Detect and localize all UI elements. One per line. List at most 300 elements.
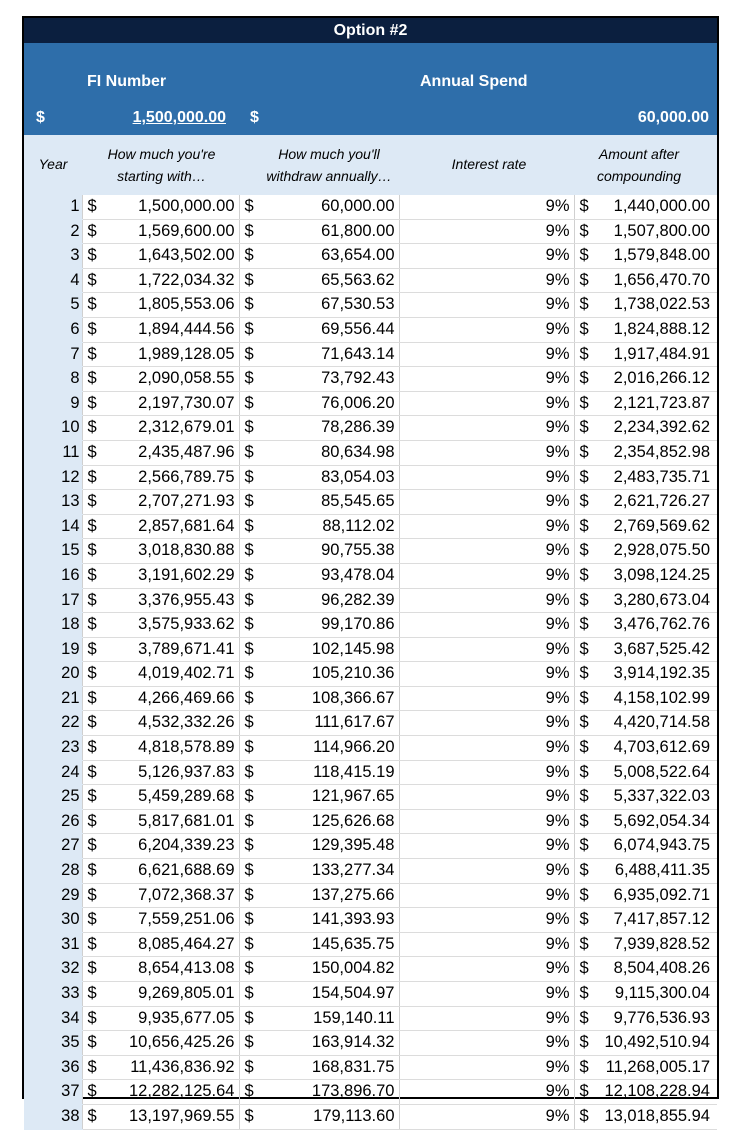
compounded-amount-cell[interactable]: 2,121,723.87 [596, 391, 717, 416]
starting-amount-cell[interactable]: 1,643,502.00 [104, 244, 239, 269]
starting-amount-cell[interactable]: 3,018,830.88 [104, 539, 239, 564]
interest-rate-cell[interactable]: 9% [399, 539, 574, 564]
compounded-amount-cell[interactable]: 3,098,124.25 [596, 563, 717, 588]
currency-symbol[interactable]: $ [574, 982, 596, 1007]
withdraw-amount-cell[interactable]: 83,054.03 [261, 465, 399, 490]
interest-rate-cell[interactable]: 9% [399, 1104, 574, 1129]
interest-rate-cell[interactable]: 9% [399, 760, 574, 785]
withdraw-amount-cell[interactable]: 141,393.93 [261, 908, 399, 933]
starting-amount-cell[interactable]: 2,707,271.93 [104, 490, 239, 515]
year-cell[interactable]: 16 [24, 563, 82, 588]
withdraw-amount-cell[interactable]: 137,275.66 [261, 883, 399, 908]
currency-symbol[interactable]: $ [574, 342, 596, 367]
currency-symbol[interactable]: $ [82, 1031, 104, 1056]
withdraw-amount-cell[interactable]: 105,210.36 [261, 662, 399, 687]
interest-rate-cell[interactable]: 9% [399, 195, 574, 219]
interest-rate-cell[interactable]: 9% [399, 588, 574, 613]
currency-symbol[interactable]: $ [82, 588, 104, 613]
currency-symbol[interactable]: $ [82, 416, 104, 441]
currency-symbol[interactable]: $ [82, 514, 104, 539]
currency-symbol[interactable]: $ [574, 613, 596, 638]
currency-symbol[interactable]: $ [574, 1031, 596, 1056]
withdraw-amount-cell[interactable]: 125,626.68 [261, 809, 399, 834]
currency-symbol[interactable]: $ [239, 588, 261, 613]
withdraw-amount-cell[interactable]: 102,145.98 [261, 637, 399, 662]
withdraw-amount-cell[interactable]: 80,634.98 [261, 440, 399, 465]
currency-symbol[interactable]: $ [574, 391, 596, 416]
withdraw-amount-cell[interactable]: 73,792.43 [261, 367, 399, 392]
compounded-amount-cell[interactable]: 3,687,525.42 [596, 637, 717, 662]
currency-symbol[interactable]: $ [574, 809, 596, 834]
currency-symbol[interactable]: $ [82, 293, 104, 318]
currency-symbol[interactable]: $ [574, 932, 596, 957]
currency-symbol[interactable]: $ [239, 908, 261, 933]
year-cell[interactable]: 15 [24, 539, 82, 564]
currency-symbol[interactable]: $ [239, 391, 261, 416]
currency-symbol[interactable]: $ [574, 711, 596, 736]
currency-symbol[interactable]: $ [82, 957, 104, 982]
starting-amount-cell[interactable]: 10,656,425.26 [104, 1031, 239, 1056]
starting-amount-cell[interactable]: 2,090,058.55 [104, 367, 239, 392]
starting-amount-cell[interactable]: 9,935,677.05 [104, 1006, 239, 1031]
year-cell[interactable]: 4 [24, 268, 82, 293]
currency-symbol[interactable]: $ [239, 416, 261, 441]
withdraw-amount-cell[interactable]: 67,530.53 [261, 293, 399, 318]
year-cell[interactable]: 18 [24, 613, 82, 638]
currency-symbol[interactable]: $ [574, 465, 596, 490]
compounded-amount-cell[interactable]: 3,914,192.35 [596, 662, 717, 687]
starting-amount-cell[interactable]: 6,621,688.69 [104, 859, 239, 884]
withdraw-amount-cell[interactable]: 63,654.00 [261, 244, 399, 269]
currency-symbol[interactable]: $ [82, 1080, 104, 1105]
currency-symbol[interactable]: $ [239, 711, 261, 736]
currency-symbol[interactable]: $ [82, 1104, 104, 1129]
currency-symbol[interactable]: $ [574, 1006, 596, 1031]
withdraw-amount-cell[interactable]: 93,478.04 [261, 563, 399, 588]
interest-rate-cell[interactable]: 9% [399, 982, 574, 1007]
withdraw-amount-cell[interactable]: 60,000.00 [261, 195, 399, 219]
currency-symbol[interactable]: $ [82, 219, 104, 244]
compounded-amount-cell[interactable]: 9,115,300.04 [596, 982, 717, 1007]
currency-symbol[interactable]: $ [82, 465, 104, 490]
currency-symbol[interactable]: $ [82, 195, 104, 219]
currency-symbol[interactable]: $ [239, 859, 261, 884]
interest-rate-cell[interactable]: 9% [399, 391, 574, 416]
starting-amount-cell[interactable]: 3,191,602.29 [104, 563, 239, 588]
compounded-amount-cell[interactable]: 2,928,075.50 [596, 539, 717, 564]
withdraw-amount-cell[interactable]: 173,896.70 [261, 1080, 399, 1105]
currency-symbol[interactable]: $ [574, 785, 596, 810]
year-cell[interactable]: 5 [24, 293, 82, 318]
currency-symbol[interactable]: $ [574, 883, 596, 908]
starting-amount-cell[interactable]: 1,989,128.05 [104, 342, 239, 367]
currency-symbol[interactable]: $ [239, 1104, 261, 1129]
withdraw-amount-cell[interactable]: 168,831.75 [261, 1055, 399, 1080]
currency-symbol[interactable]: $ [239, 613, 261, 638]
year-cell[interactable]: 7 [24, 342, 82, 367]
currency-symbol[interactable]: $ [82, 662, 104, 687]
currency-symbol[interactable]: $ [239, 637, 261, 662]
currency-symbol[interactable]: $ [574, 244, 596, 269]
currency-symbol[interactable]: $ [574, 588, 596, 613]
starting-amount-cell[interactable]: 5,126,937.83 [104, 760, 239, 785]
currency-symbol[interactable]: $ [574, 268, 596, 293]
currency-symbol[interactable]: $ [574, 195, 596, 219]
starting-amount-cell[interactable]: 1,805,553.06 [104, 293, 239, 318]
starting-amount-cell[interactable]: 2,435,487.96 [104, 440, 239, 465]
year-cell[interactable]: 12 [24, 465, 82, 490]
currency-symbol[interactable]: $ [239, 539, 261, 564]
starting-amount-cell[interactable]: 7,072,368.37 [104, 883, 239, 908]
starting-amount-cell[interactable]: 4,532,332.26 [104, 711, 239, 736]
starting-amount-cell[interactable]: 5,817,681.01 [104, 809, 239, 834]
withdraw-amount-cell[interactable]: 145,635.75 [261, 932, 399, 957]
year-cell[interactable]: 14 [24, 514, 82, 539]
withdraw-amount-cell[interactable]: 90,755.38 [261, 539, 399, 564]
interest-rate-cell[interactable]: 9% [399, 490, 574, 515]
currency-symbol[interactable]: $ [574, 957, 596, 982]
currency-symbol[interactable]: $ [239, 293, 261, 318]
year-cell[interactable]: 28 [24, 859, 82, 884]
starting-amount-cell[interactable]: 9,269,805.01 [104, 982, 239, 1007]
annual-spend-value[interactable]: 60,000.00 [637, 109, 709, 126]
compounded-amount-cell[interactable]: 5,008,522.64 [596, 760, 717, 785]
compounded-amount-cell[interactable]: 1,917,484.91 [596, 342, 717, 367]
year-cell[interactable]: 11 [24, 440, 82, 465]
interest-rate-cell[interactable]: 9% [399, 809, 574, 834]
currency-symbol[interactable]: $ [82, 711, 104, 736]
starting-amount-cell[interactable]: 1,894,444.56 [104, 317, 239, 342]
interest-rate-cell[interactable]: 9% [399, 883, 574, 908]
starting-amount-cell[interactable]: 8,085,464.27 [104, 932, 239, 957]
compounded-amount-cell[interactable]: 1,656,470.70 [596, 268, 717, 293]
interest-rate-cell[interactable]: 9% [399, 613, 574, 638]
withdraw-amount-cell[interactable]: 96,282.39 [261, 588, 399, 613]
interest-rate-cell[interactable]: 9% [399, 1031, 574, 1056]
compounded-amount-cell[interactable]: 9,776,536.93 [596, 1006, 717, 1031]
year-cell[interactable]: 6 [24, 317, 82, 342]
currency-symbol[interactable]: $ [82, 563, 104, 588]
year-cell[interactable]: 21 [24, 686, 82, 711]
currency-symbol[interactable]: $ [82, 391, 104, 416]
currency-symbol[interactable]: $ [239, 440, 261, 465]
year-cell[interactable]: 22 [24, 711, 82, 736]
currency-symbol[interactable]: $ [239, 195, 261, 219]
interest-rate-cell[interactable]: 9% [399, 662, 574, 687]
currency-symbol[interactable]: $ [82, 1055, 104, 1080]
currency-symbol[interactable]: $ [239, 809, 261, 834]
currency-symbol[interactable]: $ [239, 1080, 261, 1105]
currency-symbol[interactable]: $ [574, 686, 596, 711]
currency-symbol[interactable]: $ [574, 1080, 596, 1105]
currency-symbol[interactable]: $ [574, 490, 596, 515]
year-cell[interactable]: 13 [24, 490, 82, 515]
year-cell[interactable]: 29 [24, 883, 82, 908]
currency-symbol[interactable]: $ [82, 908, 104, 933]
currency-symbol[interactable]: $ [574, 908, 596, 933]
year-cell[interactable]: 3 [24, 244, 82, 269]
interest-rate-cell[interactable]: 9% [399, 342, 574, 367]
currency-symbol[interactable]: $ [82, 932, 104, 957]
currency-symbol[interactable]: $ [82, 317, 104, 342]
currency-symbol[interactable]: $ [239, 785, 261, 810]
interest-rate-cell[interactable]: 9% [399, 834, 574, 859]
starting-amount-cell[interactable]: 13,197,969.55 [104, 1104, 239, 1129]
interest-rate-cell[interactable]: 9% [399, 1080, 574, 1105]
currency-symbol[interactable]: $ [239, 982, 261, 1007]
starting-amount-cell[interactable]: 3,789,671.41 [104, 637, 239, 662]
interest-rate-cell[interactable]: 9% [399, 514, 574, 539]
interest-rate-cell[interactable]: 9% [399, 465, 574, 490]
currency-symbol[interactable]: $ [574, 736, 596, 761]
compounded-amount-cell[interactable]: 4,420,714.58 [596, 711, 717, 736]
year-cell[interactable]: 24 [24, 760, 82, 785]
compounded-amount-cell[interactable]: 3,476,762.76 [596, 613, 717, 638]
fi-number-value[interactable]: 1,500,000.00 [132, 109, 226, 126]
currency-symbol[interactable]: $ [239, 1031, 261, 1056]
compounded-amount-cell[interactable]: 1,507,800.00 [596, 219, 717, 244]
compounded-amount-cell[interactable]: 4,703,612.69 [596, 736, 717, 761]
compounded-amount-cell[interactable]: 2,234,392.62 [596, 416, 717, 441]
starting-amount-cell[interactable]: 2,857,681.64 [104, 514, 239, 539]
compounded-amount-cell[interactable]: 2,483,735.71 [596, 465, 717, 490]
currency-symbol[interactable]: $ [239, 686, 261, 711]
interest-rate-cell[interactable]: 9% [399, 268, 574, 293]
year-cell[interactable]: 17 [24, 588, 82, 613]
compounded-amount-cell[interactable]: 13,018,855.94 [596, 1104, 717, 1129]
withdraw-amount-cell[interactable]: 154,504.97 [261, 982, 399, 1007]
compounded-amount-cell[interactable]: 1,579,848.00 [596, 244, 717, 269]
currency-symbol[interactable]: $ [574, 367, 596, 392]
withdraw-amount-cell[interactable]: 61,800.00 [261, 219, 399, 244]
currency-symbol[interactable]: $ [82, 440, 104, 465]
starting-amount-cell[interactable]: 2,197,730.07 [104, 391, 239, 416]
starting-amount-cell[interactable]: 4,818,578.89 [104, 736, 239, 761]
currency-symbol[interactable]: $ [239, 367, 261, 392]
currency-symbol[interactable]: $ [239, 834, 261, 859]
currency-symbol[interactable]: $ [239, 244, 261, 269]
withdraw-amount-cell[interactable]: 133,277.34 [261, 859, 399, 884]
starting-amount-cell[interactable]: 3,575,933.62 [104, 613, 239, 638]
year-cell[interactable]: 10 [24, 416, 82, 441]
currency-symbol[interactable]: $ [574, 440, 596, 465]
year-cell[interactable]: 25 [24, 785, 82, 810]
year-cell[interactable]: 9 [24, 391, 82, 416]
currency-symbol[interactable]: $ [239, 563, 261, 588]
year-cell[interactable]: 30 [24, 908, 82, 933]
compounded-amount-cell[interactable]: 1,824,888.12 [596, 317, 717, 342]
currency-symbol[interactable]: $ [239, 490, 261, 515]
interest-rate-cell[interactable]: 9% [399, 785, 574, 810]
currency-symbol[interactable]: $ [239, 342, 261, 367]
withdraw-amount-cell[interactable]: 76,006.20 [261, 391, 399, 416]
year-cell[interactable]: 36 [24, 1055, 82, 1080]
currency-symbol[interactable]: $ [239, 1006, 261, 1031]
withdraw-amount-cell[interactable]: 121,967.65 [261, 785, 399, 810]
starting-amount-cell[interactable]: 8,654,413.08 [104, 957, 239, 982]
year-cell[interactable]: 2 [24, 219, 82, 244]
starting-amount-cell[interactable]: 4,266,469.66 [104, 686, 239, 711]
compounded-amount-cell[interactable]: 7,417,857.12 [596, 908, 717, 933]
currency-symbol[interactable]: $ [239, 883, 261, 908]
starting-amount-cell[interactable]: 1,500,000.00 [104, 195, 239, 219]
interest-rate-cell[interactable]: 9% [399, 908, 574, 933]
withdraw-amount-cell[interactable]: 163,914.32 [261, 1031, 399, 1056]
currency-symbol[interactable]: $ [82, 834, 104, 859]
starting-amount-cell[interactable]: 4,019,402.71 [104, 662, 239, 687]
currency-symbol[interactable]: $ [574, 1104, 596, 1129]
starting-amount-cell[interactable]: 1,569,600.00 [104, 219, 239, 244]
currency-symbol[interactable]: $ [82, 736, 104, 761]
starting-amount-cell[interactable]: 12,282,125.64 [104, 1080, 239, 1105]
withdraw-amount-cell[interactable]: 111,617.67 [261, 711, 399, 736]
interest-rate-cell[interactable]: 9% [399, 736, 574, 761]
interest-rate-cell[interactable]: 9% [399, 686, 574, 711]
currency-symbol[interactable]: $ [574, 514, 596, 539]
year-cell[interactable]: 1 [24, 195, 82, 219]
currency-symbol[interactable]: $ [239, 317, 261, 342]
year-cell[interactable]: 20 [24, 662, 82, 687]
currency-symbol[interactable]: $ [239, 957, 261, 982]
currency-symbol[interactable]: $ [82, 268, 104, 293]
year-cell[interactable]: 35 [24, 1031, 82, 1056]
starting-amount-cell[interactable]: 11,436,836.92 [104, 1055, 239, 1080]
interest-rate-cell[interactable]: 9% [399, 637, 574, 662]
withdraw-amount-cell[interactable]: 159,140.11 [261, 1006, 399, 1031]
currency-symbol[interactable]: $ [82, 982, 104, 1007]
compounded-amount-cell[interactable]: 5,337,322.03 [596, 785, 717, 810]
compounded-amount-cell[interactable]: 7,939,828.52 [596, 932, 717, 957]
currency-symbol[interactable]: $ [574, 317, 596, 342]
interest-rate-cell[interactable]: 9% [399, 244, 574, 269]
year-cell[interactable]: 19 [24, 637, 82, 662]
interest-rate-cell[interactable]: 9% [399, 563, 574, 588]
year-cell[interactable]: 27 [24, 834, 82, 859]
interest-rate-cell[interactable]: 9% [399, 293, 574, 318]
compounded-amount-cell[interactable]: 3,280,673.04 [596, 588, 717, 613]
interest-rate-cell[interactable]: 9% [399, 367, 574, 392]
compounded-amount-cell[interactable]: 2,621,726.27 [596, 490, 717, 515]
withdraw-amount-cell[interactable]: 108,366.67 [261, 686, 399, 711]
year-cell[interactable]: 38 [24, 1104, 82, 1129]
currency-symbol[interactable]: $ [239, 736, 261, 761]
year-cell[interactable]: 23 [24, 736, 82, 761]
interest-rate-cell[interactable]: 9% [399, 711, 574, 736]
interest-rate-cell[interactable]: 9% [399, 859, 574, 884]
withdraw-amount-cell[interactable]: 78,286.39 [261, 416, 399, 441]
currency-symbol[interactable]: $ [82, 637, 104, 662]
compounded-amount-cell[interactable]: 5,692,054.34 [596, 809, 717, 834]
withdraw-amount-cell[interactable]: 69,556.44 [261, 317, 399, 342]
compounded-amount-cell[interactable]: 11,268,005.17 [596, 1055, 717, 1080]
currency-symbol[interactable]: $ [239, 932, 261, 957]
withdraw-amount-cell[interactable]: 118,415.19 [261, 760, 399, 785]
currency-symbol[interactable]: $ [574, 539, 596, 564]
interest-rate-cell[interactable]: 9% [399, 932, 574, 957]
currency-symbol[interactable]: $ [82, 539, 104, 564]
starting-amount-cell[interactable]: 7,559,251.06 [104, 908, 239, 933]
year-cell[interactable]: 31 [24, 932, 82, 957]
starting-amount-cell[interactable]: 6,204,339.23 [104, 834, 239, 859]
interest-rate-cell[interactable]: 9% [399, 416, 574, 441]
currency-symbol[interactable]: $ [574, 293, 596, 318]
currency-symbol[interactable]: $ [82, 686, 104, 711]
currency-symbol[interactable]: $ [574, 1055, 596, 1080]
currency-symbol[interactable]: $ [82, 342, 104, 367]
compounded-amount-cell[interactable]: 4,158,102.99 [596, 686, 717, 711]
withdraw-amount-cell[interactable]: 71,643.14 [261, 342, 399, 367]
withdraw-amount-cell[interactable]: 85,545.65 [261, 490, 399, 515]
withdraw-amount-cell[interactable]: 179,113.60 [261, 1104, 399, 1129]
year-cell[interactable]: 33 [24, 982, 82, 1007]
withdraw-amount-cell[interactable]: 129,395.48 [261, 834, 399, 859]
interest-rate-cell[interactable]: 9% [399, 957, 574, 982]
currency-symbol[interactable]: $ [574, 219, 596, 244]
currency-symbol[interactable]: $ [574, 662, 596, 687]
compounded-amount-cell[interactable]: 6,935,092.71 [596, 883, 717, 908]
compounded-amount-cell[interactable]: 2,769,569.62 [596, 514, 717, 539]
currency-symbol[interactable]: $ [239, 465, 261, 490]
withdraw-amount-cell[interactable]: 99,170.86 [261, 613, 399, 638]
interest-rate-cell[interactable]: 9% [399, 317, 574, 342]
withdraw-amount-cell[interactable]: 65,563.62 [261, 268, 399, 293]
year-cell[interactable]: 34 [24, 1006, 82, 1031]
currency-symbol[interactable]: $ [82, 1006, 104, 1031]
starting-amount-cell[interactable]: 1,722,034.32 [104, 268, 239, 293]
currency-symbol[interactable]: $ [82, 883, 104, 908]
currency-symbol[interactable]: $ [82, 859, 104, 884]
starting-amount-cell[interactable]: 3,376,955.43 [104, 588, 239, 613]
starting-amount-cell[interactable]: 2,312,679.01 [104, 416, 239, 441]
currency-symbol[interactable]: $ [574, 563, 596, 588]
currency-symbol[interactable]: $ [82, 490, 104, 515]
currency-symbol[interactable]: $ [239, 219, 261, 244]
year-cell[interactable]: 26 [24, 809, 82, 834]
currency-symbol[interactable]: $ [82, 785, 104, 810]
compounded-amount-cell[interactable]: 2,354,852.98 [596, 440, 717, 465]
starting-amount-cell[interactable]: 2,566,789.75 [104, 465, 239, 490]
currency-symbol[interactable]: $ [82, 760, 104, 785]
currency-symbol[interactable]: $ [574, 859, 596, 884]
interest-rate-cell[interactable]: 9% [399, 1006, 574, 1031]
currency-symbol[interactable]: $ [239, 662, 261, 687]
currency-symbol[interactable]: $ [82, 613, 104, 638]
currency-symbol[interactable]: $ [574, 760, 596, 785]
interest-rate-cell[interactable]: 9% [399, 219, 574, 244]
compounded-amount-cell[interactable]: 1,440,000.00 [596, 195, 717, 219]
withdraw-amount-cell[interactable]: 88,112.02 [261, 514, 399, 539]
starting-amount-cell[interactable]: 5,459,289.68 [104, 785, 239, 810]
year-cell[interactable]: 32 [24, 957, 82, 982]
compounded-amount-cell[interactable]: 1,738,022.53 [596, 293, 717, 318]
currency-symbol[interactable]: $ [574, 416, 596, 441]
currency-symbol[interactable]: $ [574, 637, 596, 662]
currency-symbol[interactable]: $ [239, 760, 261, 785]
withdraw-amount-cell[interactable]: 114,966.20 [261, 736, 399, 761]
currency-symbol[interactable]: $ [574, 834, 596, 859]
interest-rate-cell[interactable]: 9% [399, 1055, 574, 1080]
currency-symbol[interactable]: $ [82, 244, 104, 269]
year-cell[interactable]: 37 [24, 1080, 82, 1105]
currency-symbol[interactable]: $ [239, 1055, 261, 1080]
currency-symbol[interactable]: $ [82, 367, 104, 392]
compounded-amount-cell[interactable]: 12,108,228.94 [596, 1080, 717, 1105]
compounded-amount-cell[interactable]: 2,016,266.12 [596, 367, 717, 392]
currency-symbol[interactable]: $ [82, 809, 104, 834]
currency-symbol[interactable]: $ [239, 268, 261, 293]
withdraw-amount-cell[interactable]: 150,004.82 [261, 957, 399, 982]
compounded-amount-cell[interactable]: 6,074,943.75 [596, 834, 717, 859]
